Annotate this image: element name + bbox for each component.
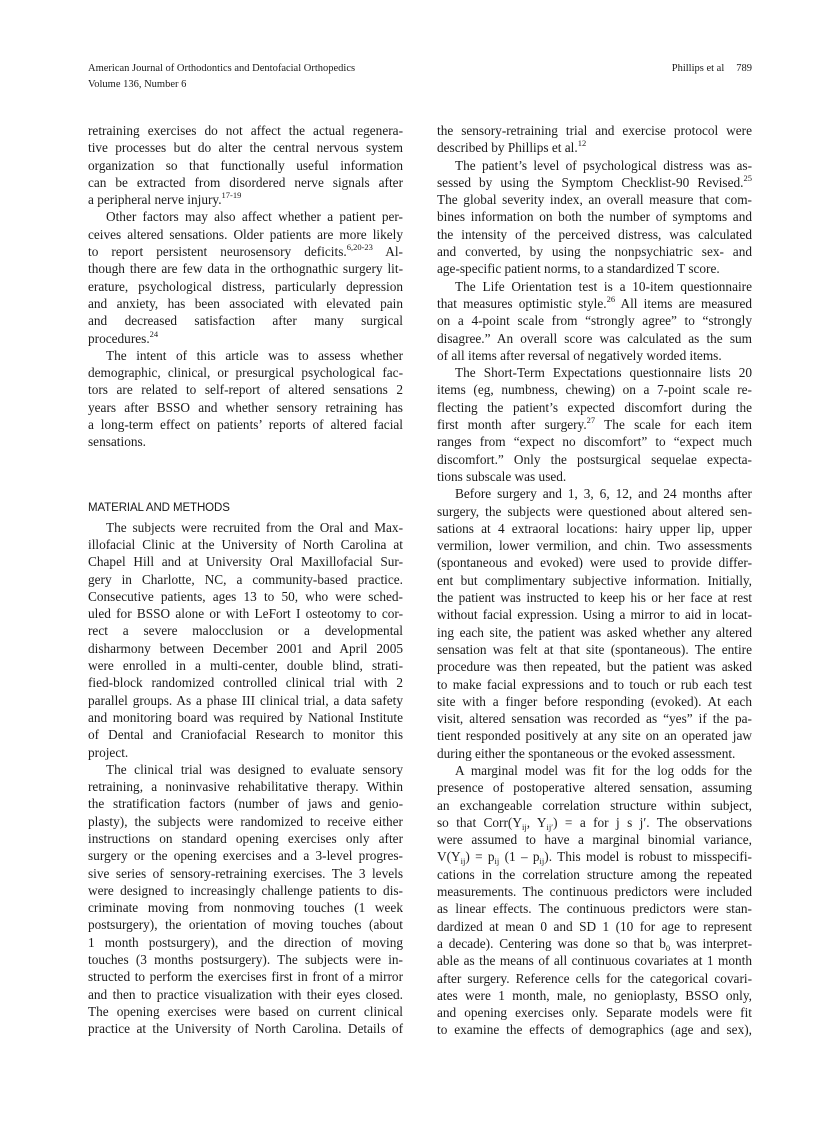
text-line [88,226,403,243]
text-run: bines information on both the number of symptoms and [437,209,752,225]
text-line [437,658,752,675]
text-run: and opening exercises only. Separate models were fit [437,1005,752,1021]
text-run: as linear effects. The continuous predictors were stan- [437,901,752,917]
paragraph [88,208,403,346]
paragraph [437,122,752,157]
text-run: retraining exercises do not affect the actual regenera- [88,123,403,138]
text-run: and anxiety, has been associated with elevated pain [88,295,403,311]
text-line [88,882,403,899]
text-run: ranges from “expect no discomfort” to “expect much [437,434,752,450]
text-run: so that Corr(Y [437,814,522,830]
text-line [88,744,403,761]
text-line [88,692,403,709]
paragraph [437,278,752,364]
paragraph [437,157,752,278]
text-line [437,157,752,174]
text-line [437,554,752,571]
citation-superscript: 6,20-23 [346,242,373,253]
text-line [437,347,752,364]
math-subscript: ij′ [546,821,554,832]
text-run: procedures. [88,330,150,346]
text-line [88,934,403,951]
text-run: a peripheral nerve injury. [88,192,222,208]
journal-title: American Journal of Orthodontics and Dentofacial Orthopedics [88,63,356,74]
text-run: uled for BSSO alone or with LeFort I osteotomy to cor- [88,606,403,622]
text-line [88,157,403,174]
text-run: disagree.” An overall score was calculated as the sum [437,330,752,346]
text-line [88,968,403,985]
text-run: instructions on standard opening exercises only after [88,830,403,846]
citation-superscript: 25 [743,172,752,183]
citation-superscript: 17-19 [221,190,242,201]
text-line [437,745,752,762]
text-run: and converted, by using the nonpsychiatric sex- and [437,244,752,260]
text-run: and then to practice visualization with their eyes closed. [88,986,403,1002]
text-line [88,726,403,743]
text-run: fied-block randomized controlled clinical trial with 2 [88,675,403,691]
text-line [437,260,752,277]
text-line [88,295,403,312]
math-subscript: ij [494,856,500,867]
text-run: was interpret- [670,935,753,951]
text-run: sessed by using the Symptom Checklist-90 Revised. [437,174,744,190]
text-run: sations at 4 extraoral locations: hairy upper lip, upper [437,520,752,536]
text-run: project. [88,744,129,760]
text-run: the patient was instructed to keep his or her face at rest [437,590,752,606]
paragraph [88,122,403,208]
text-run: ceives altered sensations. Older patients are more likely [88,226,403,242]
text-line [88,916,403,933]
right-column [437,122,752,1039]
text-run: procedure was then repeated, but the patient was asked [437,659,752,675]
text-line [437,451,752,468]
text-run: disharmony between December 2001 and April 2005 [88,640,403,656]
text-run: plasty), the subjects were randomized to receive either [88,813,403,829]
text-run: age-specific patient norms, to a standardized T score. [437,261,720,277]
text-run: tive processes but do alter the central nervous system [88,140,403,156]
text-run: The clinical trial was designed to evaluate sensory [106,761,403,777]
text-line [88,588,403,605]
text-line [88,778,403,795]
text-line [437,952,752,969]
text-run: items (eg, numbness, chewing) on a 7-point scale re- [437,382,752,398]
text-run: sensations. [88,434,146,450]
text-run: an exchangeable correlation structure within subject, [437,797,752,813]
text-run: to examine the effects of demographics (age and sex), [437,1022,752,1038]
text-line [88,347,403,364]
text-run: that measures optimistic style. [437,295,607,311]
text-line [437,520,752,537]
text-line [88,243,403,260]
text-run: gery in Charlotte, NC, a community-based practice. [88,571,403,587]
text-line [437,710,752,727]
text-line [88,813,403,830]
text-run: during either the spontaneous or the evoked assessment. [437,745,736,761]
math-subscript: 0 [665,942,671,953]
text-line [437,381,752,398]
text-run: sive series of sensory-retraining exercises. The 3 levels [88,865,403,881]
text-run: parallel groups. As a phase III clinical trial, a data safety [88,692,403,708]
text-line [437,918,752,935]
text-run: able as the means of all continuous covariates at 1 month [437,953,752,969]
text-line [88,830,403,847]
text-line [437,468,752,485]
text-run: Chapel Hill and at University Oral Maxillofacial Sur- [88,554,403,570]
text-run: first month after surgery. [437,417,587,433]
text-line [88,951,403,968]
text-run: tions subscale was used. [437,468,567,484]
text-run: tient responded positively at any site on an operated jaw [437,728,752,744]
text-line [88,605,403,622]
text-line [88,1020,403,1037]
paragraph [88,761,403,1038]
text-line [88,399,403,416]
text-line [437,295,752,312]
text-run: visit, altered sensation was recorded as “yes” if the pa- [437,711,752,727]
text-run: V(Y [437,849,461,865]
text-run: without facial expression. Using a mirror to aid in locat- [437,607,752,623]
text-run: retraining, a noninvasive rehabilitative therapy. Within [88,779,403,795]
text-line [437,485,752,502]
math-subscript: ij [521,821,527,832]
text-run: can be extracted from disordered nerve signals after [88,174,403,190]
text-run: structed to perform the exercises first in front of a mirror [88,969,403,985]
text-line [88,139,403,156]
citation-superscript: 24 [149,328,159,339]
text-line [88,709,403,726]
text-line [437,779,752,796]
text-line [88,622,403,639]
text-run: surgery or the opening exercises and a 3-level progres- [88,848,403,864]
text-run: , Y [526,814,547,830]
text-run: the intensity of the perceived distress, was calculated [437,226,752,242]
text-line [437,503,752,520]
text-run: of Dental and Craniofacial Research to monitor this [88,727,403,743]
text-line [437,537,752,554]
text-line [437,797,752,814]
text-run: to report persistent neurosensory deficits. [88,244,347,260]
text-line [437,762,752,779]
citation-superscript: 12 [577,138,587,149]
text-line [437,848,752,865]
text-run: (spontaneous and evoked) were used to provide differ- [437,555,752,571]
math-subscript: ij [539,856,545,867]
text-run: ing each site, the patient was asked whether any altered [437,624,752,640]
text-line [437,624,752,641]
text-run: a long-term effect on patients’ reports of altered facial [88,417,403,433]
text-line [437,676,752,693]
text-line [88,847,403,864]
text-run: discomfort.” Only the postsurgical sequelae expecta- [437,451,752,467]
text-line [88,519,403,536]
text-line [437,814,752,831]
text-run: after surgery. Reference cells for the categorical covari- [437,970,752,986]
text-run: Other factors may also affect whether a patient per- [106,209,403,225]
text-line [437,831,752,848]
text-line [437,572,752,589]
text-run: The subjects were recruited from the Oral and Max- [106,519,403,535]
text-line [88,571,403,588]
text-line [437,935,752,952]
text-run: presence of postoperative altered sensation, assuming [437,780,752,796]
text-line [437,416,752,433]
text-line [88,674,403,691]
text-line [437,399,752,416]
text-run: Before surgery and 1, 3, 6, 12, and 24 months after [455,486,752,502]
text-line [437,987,752,1004]
text-line [437,191,752,208]
text-run: touches (3 months postsurgery). The subjects were in- [88,952,403,968]
text-run: (1 – p [499,849,540,865]
paragraph [88,347,403,451]
page-number: 789 [736,63,752,74]
citation-superscript: 27 [586,415,596,426]
text-run: illofacial Clinic at the University of North Carolina at [88,536,403,552]
text-line [88,330,403,347]
text-run: Al- [372,244,403,260]
text-run: a decade). Centering was done so that b [437,935,666,951]
section-heading: MATERIAL AND METHODS [88,501,230,514]
text-line [88,657,403,674]
running-authors: Phillips et al [671,63,725,74]
text-line [88,899,403,916]
text-run: though there are few data in the orthognathic surgery lit- [88,261,403,277]
text-run: were assumed to have a marginal binomial variance, [437,832,752,848]
text-run: A marginal model was fit for the log odds for the [455,762,752,778]
text-run: described by Phillips et al. [437,140,578,156]
text-line [437,589,752,606]
text-line [437,970,752,987]
text-run: rect a severe malocclusion or a developmental [88,623,403,639]
text-run: the sensory-retraining trial and exercise protocol were [437,123,752,138]
text-run: dardized at mean 0 and SD 1 (10 for age to represent [437,918,752,934]
text-run: and decreased satisfaction after many surgical [88,313,403,329]
text-line [88,795,403,812]
text-line [437,122,752,139]
text-line [88,761,403,778]
text-run: ent but complimentary subjective information. Initially, [437,572,752,588]
running-header-right [672,61,752,77]
text-run: and monitoring board was required by National Institute [88,709,403,725]
text-line [437,174,752,191]
text-line [88,122,403,139]
paragraph [88,519,403,761]
text-line [88,278,403,295]
journal-volume: Volume 136, Number 6 [88,79,187,90]
text-run: of all items after reversal of negatively worded items. [437,347,722,363]
text-run: ) = a for j s j′. The observations [553,814,752,830]
text-line [437,243,752,260]
text-run: postsurgery), the orientation of moving touches (about [88,917,403,933]
text-run: the stratification factors (number of jaws and genio- [88,796,403,812]
text-line [437,1004,752,1021]
text-line [437,883,752,900]
text-run: The opening exercises were based on current clinical [88,1003,403,1019]
text-line [88,364,403,381]
text-line [88,260,403,277]
text-run: ). This model is robust to misspecifi- [544,849,752,865]
text-run: cations in the correlation structure among the repeated [437,866,752,882]
text-run: The Life Orientation test is a 10-item questionnaire [455,278,752,294]
text-run: were enrolled in a multi-center, double blind, strati- [88,658,403,674]
text-run: sensation was felt at that site (spontaneous). The entire [437,641,752,657]
paragraph [437,364,752,485]
text-line [437,693,752,710]
citation-superscript: 26 [606,293,616,304]
text-run: The intent of this article was to assess whether [106,347,403,363]
text-run: tors are related to self-report of altered sensations 2 [88,382,403,398]
text-line [88,433,403,450]
text-line [437,433,752,450]
text-line [437,866,752,883]
text-line [437,278,752,295]
text-run: Consecutive patients, ages 13 to 50, who were sched- [88,588,403,604]
text-line [88,865,403,882]
text-run: erature, psychological distress, particularly depression [88,278,403,294]
text-line [88,381,403,398]
text-line [437,364,752,381]
text-run: The patient’s level of psychological distress was as- [455,157,752,173]
math-subscript: ij [460,856,466,867]
text-line [437,900,752,917]
text-run: surgery, the subjects were questioned about altered sen- [437,503,752,519]
text-line [437,606,752,623]
text-line [88,553,403,570]
text-line [437,139,752,156]
text-run: criminate moving from nonmoving touches (1 week [88,900,403,916]
text-run: ates were 1 month, male, no genioplasty, BSSO only, [437,987,752,1003]
text-run: were designed to increasingly challenge patients to dis- [88,882,403,898]
text-run: ) = p [465,849,495,865]
text-run: flecting the patient’s expected discomfort during the [437,399,752,415]
text-run: All items are measured [615,295,752,311]
text-run: The global severity index, an overall measure that com- [437,192,752,208]
text-line [88,986,403,1003]
text-line [88,312,403,329]
text-run: demographic, clinical, or presurgical psychological fac- [88,365,403,381]
text-line [437,1021,752,1038]
running-header-left [88,61,355,93]
text-line [88,191,403,208]
text-line [88,174,403,191]
paragraph [437,485,752,762]
left-column [88,122,403,1038]
paragraph [437,762,752,1039]
text-line [437,312,752,329]
text-line [88,640,403,657]
text-run: The Short-Term Expectations questionnaire lists 20 [455,365,752,381]
text-line [88,1003,403,1020]
text-run: measurements. The continuous predictors were included [437,884,752,900]
text-run: vermilion, lower vermilion, and chin. Two assessments [437,538,752,554]
text-run: on a 4-point scale from “strongly agree” to “strongly [437,313,752,329]
text-line [88,416,403,433]
text-run: years after BSSO and whether sensory retraining has [88,399,403,415]
text-line [437,330,752,347]
text-line [437,727,752,744]
text-run: to make facial expressions and to touch or rub each test [437,676,752,692]
text-run: practice at the University of North Carolina. Details of [88,1021,403,1037]
text-line [437,208,752,225]
text-line [437,641,752,658]
text-line [88,208,403,225]
text-line [437,226,752,243]
text-run: organization so that functionally useful information [88,157,403,173]
text-run: The scale for each item [595,417,752,433]
text-run: 1 month postsurgery), and the direction of moving [88,934,403,950]
text-run: site with a finger before responding (evoked). At each [437,693,752,709]
text-line [88,536,403,553]
